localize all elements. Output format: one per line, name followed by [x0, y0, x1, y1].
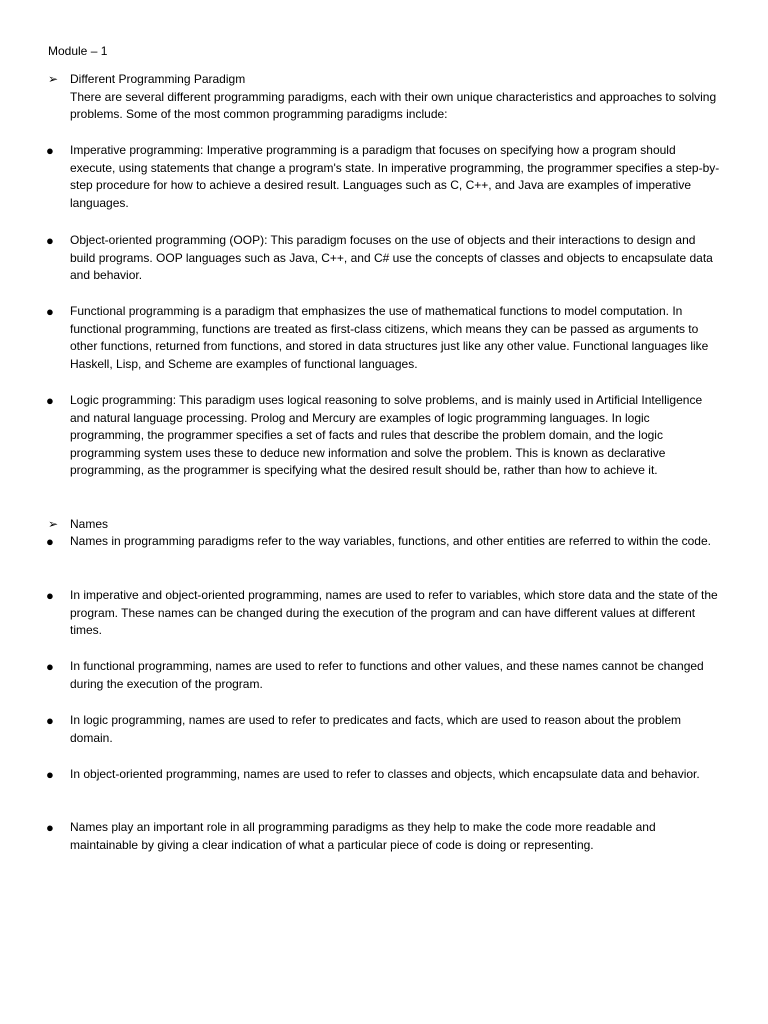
- bullet-icon: ●: [46, 534, 54, 549]
- section-heading: Names: [70, 517, 109, 531]
- section-paradigms-text: [70, 71, 720, 124]
- item-lead: Logic programming:: [70, 393, 177, 407]
- bullet-icon: ●: [46, 304, 54, 319]
- item-lead: Object-oriented programming (OOP):: [70, 233, 268, 247]
- item-text: This paradigm uses logical reasoning to solve problems, and is mainly used in Artificial Intelligence and natural language processing. Prolog and Mercury are examples of logic programming languages. In logic programming, the programmer specifies a set of facts and rules that describe the problem domain, and the logic programming system uses these to deduce new information and solve the problem. This is known as declarative programming, as the programmer is specifying what the desired result should be, rather than how to achieve it.: [70, 393, 703, 478]
- arrow-bullet-icon: ➢: [48, 517, 59, 531]
- item-text: In functional programming, names are used to refer to functions and other values, and these names cannot be changed during the execution of the program.: [70, 659, 704, 691]
- item-text: Names play an important role in all programming paradigms as they help to make the code more readable and maintainable by giving a clear indication of what a particular piece of code is doing or representing.: [70, 820, 656, 852]
- item-text: In object-oriented programming, names are used to refer to classes and objects, which encapsulate data and behavior.: [70, 767, 700, 781]
- arrow-bullet-icon: ➢: [48, 72, 59, 86]
- bullet-icon: ●: [46, 820, 54, 835]
- item-text: is a paradigm that emphasizes the use of mathematical functions to model computation. In functional programming, functions are treated as first-class citizens, which means they can be passed as arguments to other functions, returned from functions, and stored in data structures just like any other value. Functional languages like Haskell, Lisp, and Scheme are examples of functional languages.: [70, 304, 709, 371]
- section-heading: Different Programming Paradigm: [70, 72, 246, 86]
- bullet-icon: ●: [46, 393, 54, 408]
- bullet-icon: ●: [46, 713, 54, 728]
- bullet-icon: ●: [46, 143, 54, 158]
- module-title: Module – 1: [48, 44, 108, 58]
- item-text: In logic programming, names are used to refer to predicates and facts, which are used to reason about the problem domain.: [70, 713, 682, 745]
- item-text: Names in programming paradigms refer to the way variables, functions, and other entities are referred to within the code.: [70, 534, 711, 548]
- bullet-icon: ●: [46, 659, 54, 674]
- item-text: In imperative and object-oriented programming, names are used to refer to variables, which store data and the state of the program. These names can be changed during the execution of the program and can have different values at different times.: [70, 588, 718, 638]
- bullet-icon: ●: [46, 233, 54, 248]
- item-text: Imperative programming is a paradigm that focuses on specifying how a program should execute, using statements that change a program's state. In imperative programming, the programmer specifies a step-by-step procedure for how to achieve a desired result. Languages such as C, C++, and Java are examples of imperative languages.: [70, 143, 720, 210]
- item-lead: Imperative programming:: [70, 143, 204, 157]
- bullet-icon: ●: [46, 767, 54, 782]
- item-text: This paradigm focuses on the use of objects and their interactions to design and build programs. OOP languages such as Java, C++, and C# use the concepts of classes and objects to encapsulate data and behavior.: [70, 233, 713, 283]
- bullet-icon: ●: [46, 588, 54, 603]
- item-lead: Functional programming: [70, 304, 200, 318]
- section-intro: There are several different programming paradigms, each with their own unique characteristics and approaches to solving problems. Some of the most common programming paradigms include:: [70, 89, 717, 122]
